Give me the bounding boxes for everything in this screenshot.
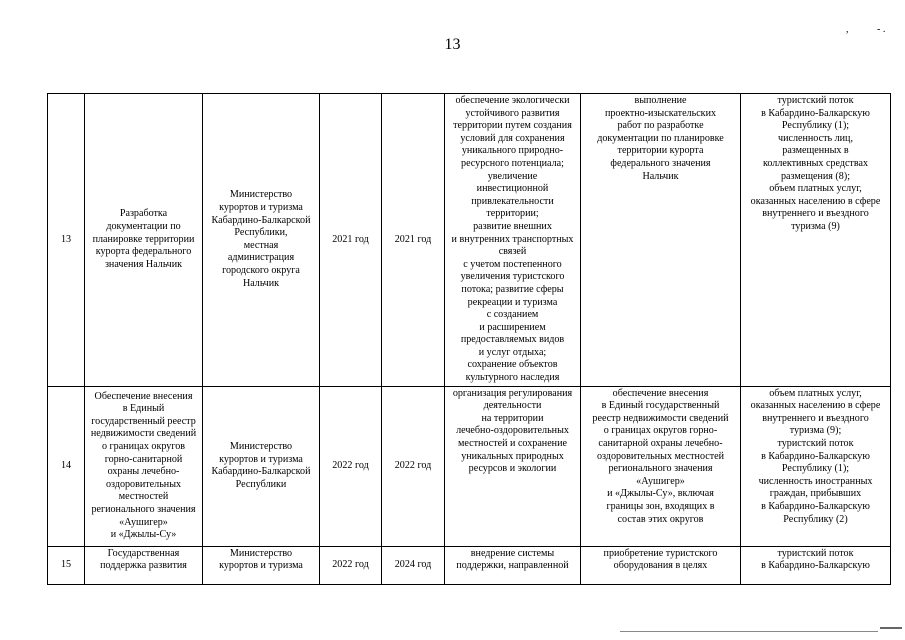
start-year: 2022 год <box>320 386 382 546</box>
row-number: 14 <box>48 386 85 546</box>
expected-result: обеспечение внесения в Единый государственный реестр недвижимости сведений о границах округов горно- санитарной охраны лечебно- оздоровительных местностей регионального значения «Аушигер» и «Джылы-Су», включая границы зон, входящих в состав этих округов <box>581 386 741 546</box>
row-number: 15 <box>48 546 85 584</box>
indicator-link: объем платных услуг, оказанных населению в сфере внутреннего и въездного туризма (9); туристский поток в Кабардино-Балкарскую Республику (1); численность иностранных граждан, прибывших в Кабардино-Балкарскую Республику (2) <box>741 386 891 546</box>
responsible-executor: Министерство курортов и туризма <box>203 546 320 584</box>
goal-text: внедрение системы поддержки, направленной <box>445 546 581 584</box>
measure-name: Обеспечение внесения в Единый государственный реестр недвижимости сведений о границах округов горно-санитарной охраны лечебно- оздоровительных местностей регионального значения «Аушигер» и «Джылы-Су» <box>85 386 203 546</box>
responsible-executor: Министерство курортов и туризма Кабардино-Балкарской Республики <box>203 386 320 546</box>
responsible-executor: Министерство курортов и туризма Кабардино-Балкарской Республики, местная администрация городского округа Нальчик <box>203 94 320 387</box>
end-year: 2021 год <box>382 94 445 387</box>
goal-text: организация регулирования деятельности на территории лечебно-оздоровительных местностей и сохранение уникальных природных ресурсов и экологии <box>445 386 581 546</box>
footer-rule <box>620 631 878 632</box>
start-year: 2022 год <box>320 546 382 584</box>
table-row <box>48 546 891 584</box>
measures-table <box>47 93 891 585</box>
measure-name: Разработка документации по планировке территории курорта федерального значения Нальчик <box>85 94 203 387</box>
indicator-link: туристский поток в Кабардино-Балкарскую <box>741 546 891 584</box>
footer-mark <box>880 627 902 629</box>
page-number: 13 <box>444 36 461 53</box>
start-year: 2021 год <box>320 94 382 387</box>
row-number: 13 <box>48 94 85 387</box>
goal-text: обеспечение экологически устойчивого развития территории путем создания условий для сохранения уникального природно- ресурсного потенциала; увеличение инвестиционной привлекательности территории; развитие внешних и внутренних транспортных связей с учетом постепенного увеличения туристского потока; развитие сферы рекреации и туризма с созданием и расширением предоставляемых видов и услуг отдыха; сохранение объектов культурного наследия <box>445 94 581 387</box>
expected-result: приобретение туристского оборудования в целях <box>581 546 741 584</box>
scan-mark: - . <box>877 24 886 35</box>
table-row <box>48 386 891 546</box>
table-row <box>48 94 891 387</box>
indicator-link: туристский поток в Кабардино-Балкарскую Республику (1); численность лиц, размещенных в коллективных средствах размещения (8); объем платных услуг, оказанных населению в сфере внутреннего и въездного туризма (9) <box>741 94 891 387</box>
end-year: 2022 год <box>382 386 445 546</box>
measure-name: Государственная поддержка развития <box>85 546 203 584</box>
expected-result: выполнение проектно-изыскательских работ по разработке документации по планировке территории курорта федерального значения Нальчик <box>581 94 741 387</box>
end-year: 2024 год <box>382 546 445 584</box>
scan-mark: , <box>846 24 849 35</box>
